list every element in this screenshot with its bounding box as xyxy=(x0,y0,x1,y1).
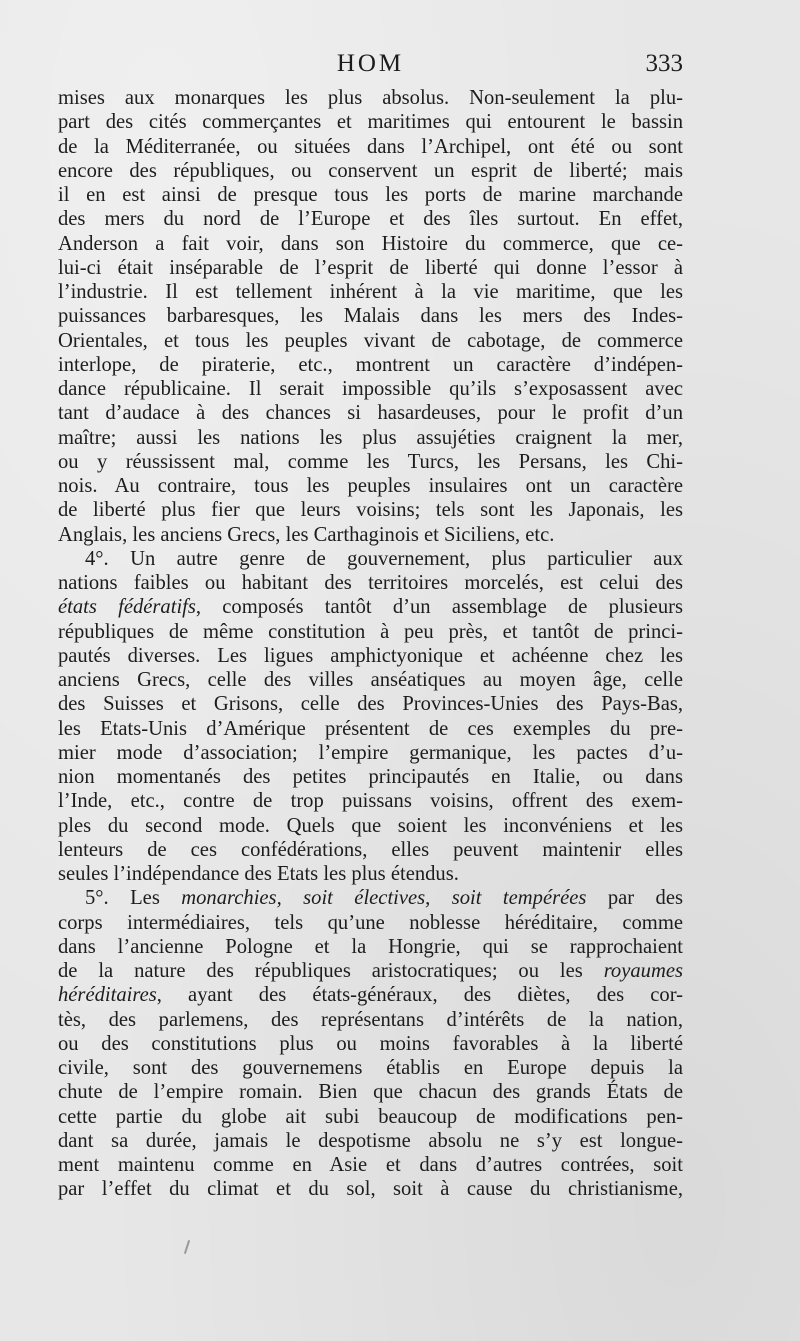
text-line xyxy=(58,983,683,1007)
line-fragment: 5°. Les xyxy=(85,887,160,910)
text-line: ment maintenu comme en Asie et dans d’autres contrées, soit xyxy=(58,1154,683,1176)
text-line: Anderson a fait voir, dans son Histoire du commerce, que ce- xyxy=(58,232,683,255)
text-line: des Suisses et Grisons, celle des Provinces-Unies des Pays-Bas, xyxy=(58,693,683,716)
text-line: interlope, de piraterie, etc., montrent un caractère d’indépen- xyxy=(58,353,683,376)
text-line: dant sa durée, jamais le despotisme absolu ne s’y est longue- xyxy=(58,1129,683,1152)
text-line: seules l’indépendance des Etats les plus étendus. xyxy=(58,863,459,885)
text-line: ou y réussissent mal, comme les Turcs, les Persans, les Chi- xyxy=(58,450,683,473)
text-line: 4°. Un autre genre de gouvernement, plus particulier aux xyxy=(85,547,683,570)
text-line: de liberté plus fier que leurs voisins; tels sont les Japonais, les xyxy=(58,499,683,522)
italic-term: états fédératifs xyxy=(58,596,196,619)
text-line: nion momentanés des petites principautés en Italie, ou dans xyxy=(58,766,683,788)
text-line: encore des républiques, ou conservent un esprit de liberté; mais xyxy=(58,159,683,182)
text-line: corps intermédiaires, tels qu’une noblesse héréditaire, comme xyxy=(58,911,683,934)
page-header xyxy=(58,50,683,86)
running-head: HOM xyxy=(336,50,405,77)
text-line: dance républicaine. Il serait impossible qu’ils s’exposassent avec xyxy=(58,378,683,400)
text-line: chute de l’empire romain. Bien que chacun des grands États de xyxy=(58,1081,683,1104)
line-fragment: de la nature des républiques aristocratiques; ou les xyxy=(58,960,583,982)
text-line: nois. Au contraire, tous les peuples insulaires ont un caractère xyxy=(58,475,683,497)
text-line: civile, sont des gouvernemens établis en Europe depuis la xyxy=(58,1057,683,1079)
italic-term: héréditaires xyxy=(58,984,157,1007)
text-line: anciens Grecs, celle des villes anséatiques au moyen âge, celle xyxy=(58,669,683,691)
line-fragment: , composés tantôt d’un assemblage de plusieurs xyxy=(195,596,683,619)
text-line: tant d’audace à des chances si hasardeuses, pour le profit d’un xyxy=(58,402,683,425)
text-line: les Etats-Unis d’Amérique présentent de ces exemples du pre- xyxy=(58,717,683,740)
text-line xyxy=(58,595,683,619)
text-line: républiques de même constitution à peu près, et tantôt de princi- xyxy=(58,620,683,643)
line-fragment: , ayant des états-généraux, des diètes, des cor- xyxy=(156,984,683,1007)
ink-mark xyxy=(184,1240,190,1254)
text-line: des mers du nord de l’Europe et des îles surtout. En effet, xyxy=(58,208,683,231)
text-line: il en est ainsi de presque tous les ports de marine marchande xyxy=(58,184,683,206)
text-line: dans l’ancienne Pologne et la Hongrie, qui se rapprochaient xyxy=(58,935,683,958)
text-line: ou des constitutions plus ou moins favorables à la liberté xyxy=(58,1032,683,1055)
text-line: l’Inde, etc., contre de trop puissans voisins, offrent des exem- xyxy=(58,790,683,813)
page-number: 333 xyxy=(645,50,683,77)
text-line: lenteurs de ces confédérations, elles peuvent maintenir elles xyxy=(58,838,683,861)
text-line: part des cités commerçantes et maritimes qui entourent le bassin xyxy=(58,111,683,134)
italic-term: royaumes xyxy=(603,960,683,982)
text-line: cette partie du globe ait subi beaucoup de modifications pen- xyxy=(58,1105,683,1128)
text-line: nations faibles ou habitant des territoires morcelés, est celui des xyxy=(58,572,683,594)
line-fragment: par des xyxy=(607,887,683,910)
text-line: puissances barbaresques, les Malais dans les mers des Indes- xyxy=(58,305,683,328)
text-line: tès, des parlemens, des représentans d’intérêts de la nation, xyxy=(58,1008,683,1031)
text-line: l’industrie. Il est tellement inhérent à la vie maritime, que les xyxy=(58,281,683,303)
text-line: Anglais, les anciens Grecs, les Carthaginois et Siciliens, etc. xyxy=(58,523,555,546)
body-text xyxy=(58,86,683,1202)
text-line: mises aux monarques les plus absolus. Non-seulement la plu- xyxy=(58,87,683,109)
text-line: Orientales, et tous les peuples vivant de cabotage, de commerce xyxy=(58,329,683,352)
text-line: de la Méditerranée, ou situées dans l’Archipel, ont été ou sont xyxy=(58,135,683,158)
text-line: maître; aussi les nations les plus assujéties craignent la mer, xyxy=(58,426,683,449)
text-line xyxy=(58,886,683,910)
text-line: ples du second mode. Quels que soient les inconvéniens et les xyxy=(58,814,683,837)
text-line: lui-ci était inséparable de l’esprit de liberté qui donne l’essor à xyxy=(58,256,683,279)
text-line: mier mode d’association; l’empire germanique, les pactes d’u- xyxy=(58,741,683,764)
text-line xyxy=(58,959,683,983)
text-line: pautés diverses. Les ligues amphictyonique et achéenne chez les xyxy=(58,644,683,667)
text-line: par l’effet du climat et du sol, soit à cause du christianisme, xyxy=(58,1178,683,1201)
italic-term: monarchies, soit électives, soit tempérées xyxy=(181,887,587,910)
